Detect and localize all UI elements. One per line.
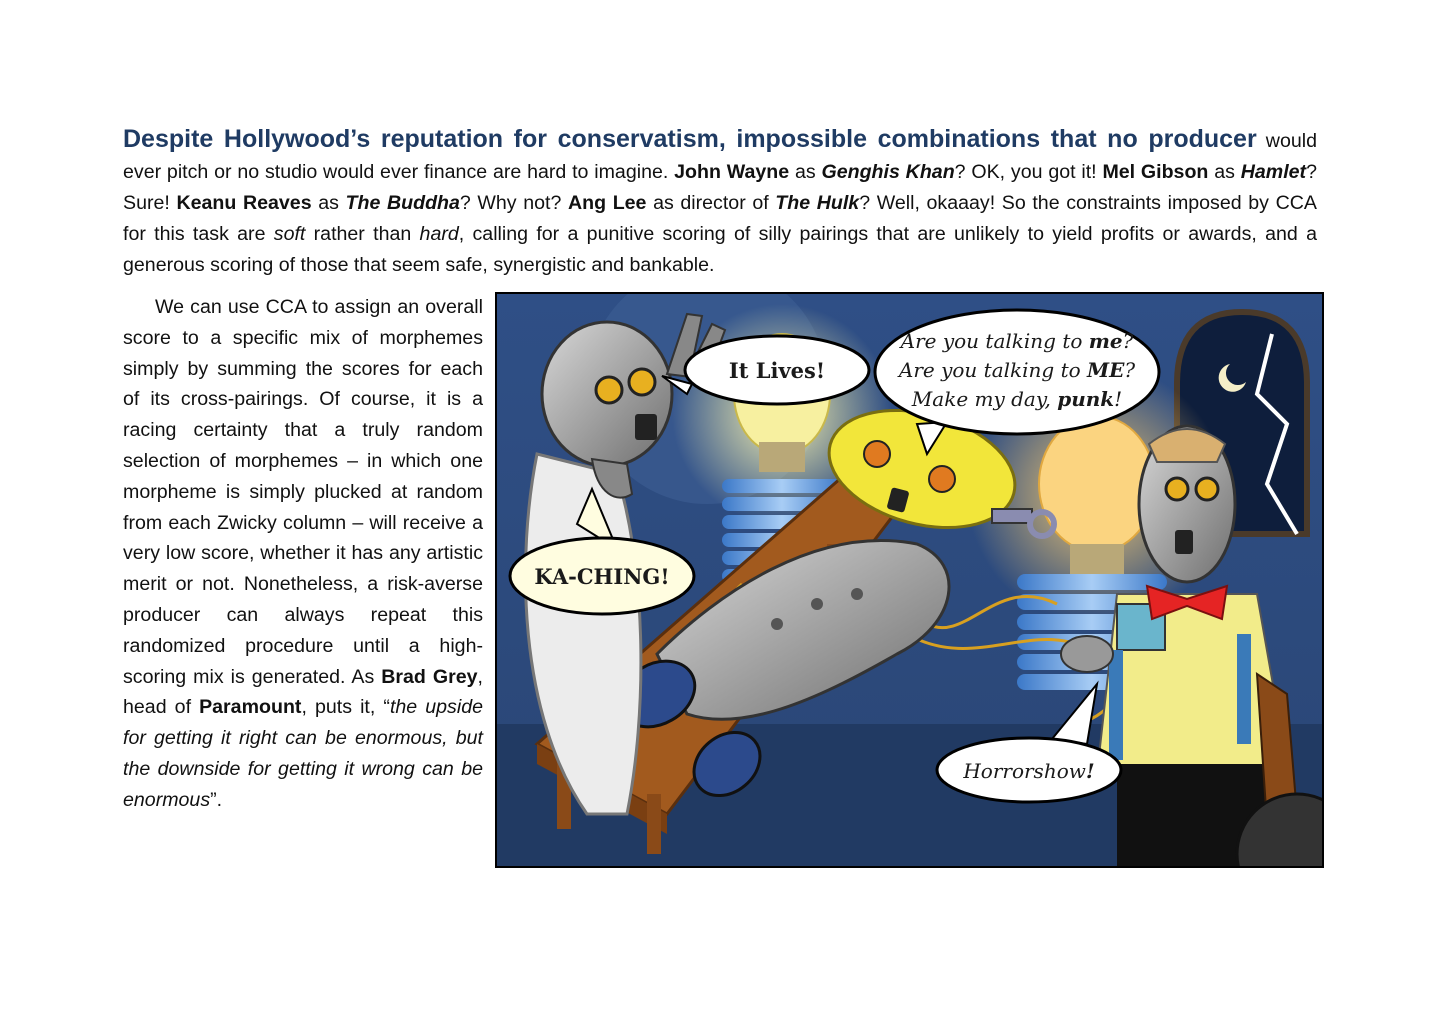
column-text: We can use CCA to assign an overall score to a specific mix of morphemes simply by summing the scores for each of its cross-pairings. Of course, it is a racing certainty that a truly random selection of morphemes – in which one morpheme is simply plucked at random from each Zwicky column – will receive a very low score, whether it has any artistic merit or not. Nonetheless, a risk-averse producer can always repeat this randomized procedure until a high-scoring mix is generated. As <box>123 296 483 688</box>
left-column-paragraph <box>123 292 483 816</box>
intro-text: as director of <box>646 192 776 214</box>
intro-text: ? Why not? <box>459 192 568 214</box>
bubble-horrorshow-text: Horrorshow! <box>963 759 1095 783</box>
bulb-right-icon <box>1039 416 1155 552</box>
column-text: , head of <box>123 665 483 719</box>
intro-text: ? Sure! <box>123 161 1317 214</box>
bubble-talking-line-3: Make my day, punk! <box>911 387 1123 411</box>
intro-italic-hard: hard <box>419 223 459 245</box>
bulb-left-base <box>759 442 805 472</box>
intro-text: as <box>789 161 822 183</box>
intro-text: as <box>1208 161 1241 183</box>
intro-text: , calling for a punitive scoring of silly pairings that are unlikely to yield profits or awards, and a generous scoring of those that seem safe, synergistic and bankable. <box>123 223 1317 276</box>
bubble-talking-line-1: Are you talking to me? <box>900 329 1134 353</box>
intro-title-the-hulk: The Hulk <box>775 192 860 214</box>
bubble-talking-line-2: Are you talking to ME? <box>898 358 1136 382</box>
body-paragraph <box>123 292 483 816</box>
bulb-right-base <box>1070 544 1124 574</box>
bubble-kaching-text: KA-CHING! <box>534 564 670 589</box>
column-bold-paramount: Paramount <box>199 696 302 719</box>
column-text: , puts it, “ <box>301 696 390 719</box>
intro-text: as <box>311 192 346 214</box>
intro-paragraph <box>123 124 1317 281</box>
column-text: ”. <box>210 788 223 811</box>
comic-illustration <box>495 292 1324 868</box>
intro-text: rather than <box>305 223 420 245</box>
intro-bold-keanu-reaves: Keanu Reaves <box>176 192 312 214</box>
intro-text: ? Well, okaaay! So the constraints imposed by CCA for this task are <box>123 192 1317 245</box>
intro-lead-heading: Despite Hollywood’s reputation for conservatism, impossible combinations that no producer <box>123 125 1257 153</box>
column-bold-brad-grey: Brad Grey <box>381 665 478 688</box>
intro-text: ? OK, you got it! <box>954 161 1103 183</box>
comic-art <box>497 294 1322 866</box>
intro-bold-ang-lee: Ang Lee <box>567 192 647 214</box>
intro-bold-john-wayne: John Wayne <box>674 161 790 183</box>
intro-bold-mel-gibson: Mel Gibson <box>1102 161 1209 183</box>
intro-title-the-buddha: The Buddha <box>345 192 460 214</box>
bubble-it-lives-text: It Lives! <box>728 358 826 383</box>
column-italic-quote: the upside for getting it right can be enormous, but the downside for getting it wrong can be enormous <box>123 696 483 811</box>
intro-title-hamlet: Hamlet <box>1240 161 1307 183</box>
intro-italic-soft: soft <box>273 223 306 245</box>
intro-text: would ever pitch or no studio would ever finance are hard to imagine. <box>123 130 1317 183</box>
intro-title-genghis-khan: Genghis Khan <box>821 161 955 183</box>
